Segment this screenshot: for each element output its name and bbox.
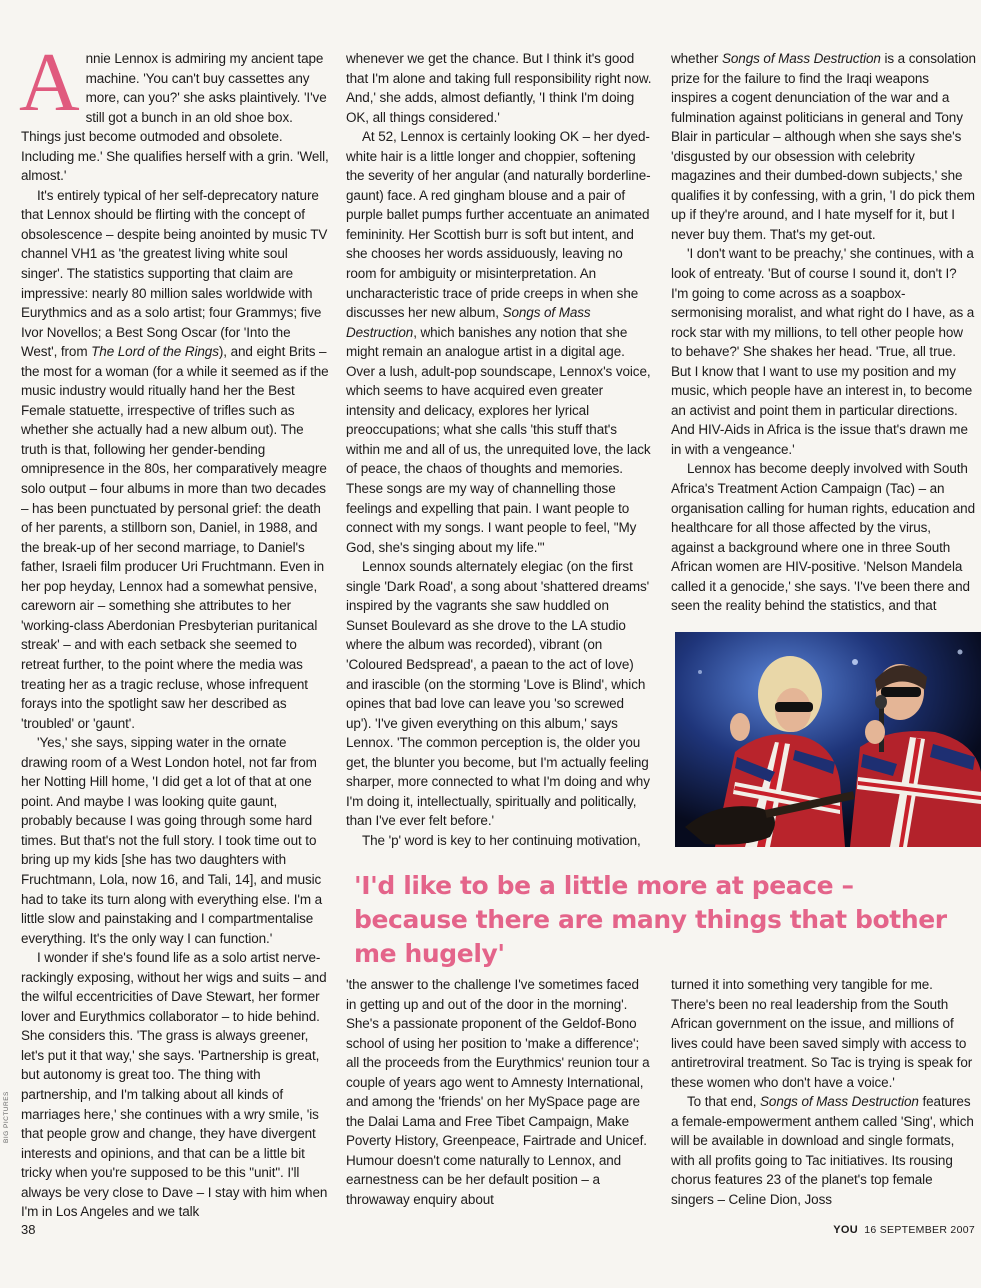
concert-photo bbox=[675, 632, 981, 847]
paragraph bbox=[21, 186, 329, 733]
article-column-3 bbox=[671, 49, 977, 616]
concert-photo-illustration bbox=[675, 632, 981, 847]
paragraph: The 'p' word is key to her continuing motivation, bbox=[362, 832, 641, 848]
album-title: Songs of Mass Destruction bbox=[346, 305, 591, 340]
article-column-1 bbox=[19, 36, 329, 1222]
paragraph-text: whether bbox=[671, 51, 722, 66]
paragraph: I wonder if she's found life as a solo artist nerve-rackingly exposing, without her wigs and suits – and the wilful eccentricities of Dave Stewart, her former lover and Eurythmics collaborator – to hide behind. She considers this. 'The grass is always greener, let's put it that way,' she says. 'Partnership is great, but autonomy is great too. The thing with partnership, and I'm talking about all kinds of marriages here,' she continues with a wry smile, 'is that people grow and change, they have divergent interests and opinions, and that can be a little bit tricky when you're supposed to be this "unit". I'll always be very close to Dave – I stay with him when I'm in Los Angeles and we talk bbox=[21, 950, 328, 1220]
album-title: Songs of Mass Destruction bbox=[760, 1094, 919, 1110]
paragraph: 'I don't want to be preachy,' she continues, with a look of entreaty. 'But of course I sound it, don't I? I'm going to come across as a soapbox-sermonising moralist, and what right do I have, as a rock star with my millions, to tell other people how to behave?' She shakes her head. 'True, all true. But I know that I want to use my position and my music, which people have an interest in, to become an activist and point them in particular directions. And HIV-Aids in Africa is the issue that's drawn me in with a vengeance.' bbox=[671, 246, 975, 457]
paragraph bbox=[19, 36, 329, 186]
issue-date: 16 SEPTEMBER 2007 bbox=[864, 1224, 975, 1236]
drop-cap: A bbox=[19, 36, 80, 129]
paragraph-text: At 52, Lennox is certainly looking OK – her dyed-white hair is a little longer and choppier, softening the severity of her angular (and naturally borderline-gaunt) face. A red gingham blouse and a pair of purple ballet pumps further accentuate an animated femininity. Her Scottish burr is soft but intent, and she chooses her words assiduously, leaving no room for ambiguity or misinterpretation. An uncharacteristic trace of pride creeps in when she discusses her new album, bbox=[346, 129, 651, 321]
paragraph-text: It's entirely typical of her self-deprecatory nature that Lennox should be flirting with the concept of obsolescence – despite being anointed by music TV channel VH1 as 'the greatest living white soul singer'. The statistics supporting that claim are impressive: nearly 80 million sales worldwide with Eurythmics and as a solo artist; four Grammys; five Ivor Novellos; a Best Song Oscar (for 'Into the West', from bbox=[21, 187, 328, 360]
paragraph-text: nnie Lennox is admiring my ancient tape machine. 'You can't buy cassettes any more, can you?' she asks plaintively. 'I've still got a bunch in an old shoe box. Things just become outmoded and obsolete. Including me.' She qualifies herself with a grin. 'Well, almost.' bbox=[21, 51, 329, 184]
film-title: The Lord of the Rings bbox=[91, 344, 219, 360]
paragraph bbox=[671, 1092, 977, 1209]
article-column-2 bbox=[346, 49, 652, 850]
magazine-footer bbox=[833, 1224, 975, 1236]
paragraph-text: is a consolation prize for the failure to find the Iraqi weapons inspires a cogent denunciation of the war and a fulmination against politicians in general and Tony Blair in particular – although when she says she's 'disgusted by our obsession with celebrity magazines and their dumbed-down subjects,' she qualifies it by confessing, with a grin, 'I do pick them up if they're around, and I hate myself for it, but I never buy them. That's my get-out. bbox=[671, 51, 976, 242]
paragraph bbox=[346, 127, 652, 557]
article-column-2-continued bbox=[346, 975, 652, 1210]
paragraph-text: , which banishes any notion that she might remain an analogue artist in a digital age. Over a lush, adult-pop soundscape, Lennox's voice, which seems to have acquired even greater intensity and delicacy, explores her lyrical preoccupations; what she calls 'this stuff that's within me and all of us, the unrequited love, the lack of peace, the chaos of thoughts and memories. These songs are my way of channelling those feelings and expelling that pain. I want people to connect with my songs. I want people to feel, "My God, she's singing about my life."' bbox=[346, 324, 651, 555]
paragraph: turned it into something very tangible for me. There's been no real leadership from the South African government on the issue, and millions of lives could have been saved simply with access to antiretroviral treatment. So Tac is trying is speak for these women who don't have a voice.' bbox=[671, 977, 973, 1090]
paragraph: 'Yes,' she says, sipping water in the ornate drawing room of a West London hotel, not far from her Notting Hill home, 'I did get a lot of that at one point. And maybe I was looking quite gaunt, probably because I was going through some hard times. But that's not the full story. I took time out to bring up my kids [she has two daughters with Fruchtmann, Lola, now 16, and Tali, 14], and music had to take its turn along with everything else. I'm a little slow and painstaking and I compartmentalise everything. It's the only way I can function.' bbox=[21, 735, 323, 946]
album-title: Songs of Mass Destruction bbox=[721, 51, 881, 66]
paragraph: 'the answer to the challenge I've sometimes faced in getting up and out of the door in the morning'. She's a passionate proponent of the Geldof-Bono school of using her position to 'make a difference'; all the proceeds from the Eurythmics' reunion tour a couple of years ago went to Amnesty International, and among the 'friends' on her MySpace page are the Dalai Lama and Free Tibet Campaign, Make Poverty History, Greenpeace, Fairtrade and Unicef. Humour doesn't come naturally to Lennox, and earnestness can be her default position – a throwaway enquiry about bbox=[346, 977, 650, 1208]
paragraph-text: features a female-empowerment anthem called 'Sing', which will be available in download and single formats, with all profits going to Tac initiatives. Its rousing chorus features 23 of the planet's top female singers – Celine Dion, Joss bbox=[671, 1094, 974, 1208]
paragraph: Lennox has become deeply involved with South Africa's Treatment Action Campaign (Tac) – an organisation calling for human rights, education and healthcare for all those affected by the virus, against a background where one in three South African women are HIV-positive. 'Nelson Mandela called it a genocide,' she says. 'I've been there and seen the reality behind the statistics, and that bbox=[671, 461, 975, 614]
paragraph: Lennox sounds alternately elegiac (on the first single 'Dark Road', a song about 'shattered dreams' inspired by the vagrants she saw huddled on Sunset Boulevard as she drove to the LA studio where the album was recorded), vibrant (on 'Coloured Bedspread', a paean to the act of love) and irascible (on the storming 'Love is Blind', which opines that bad love can leave you 'so screwed up'). 'I've given everything on this album,' says Lennox. 'The common perception is, the older you get, the blunter you become, but I'm actually feeling sharper, more connected to what I'm doing and why I'm doing it, intellectually, spiritually and politically, than I've ever felt before.' bbox=[346, 559, 650, 829]
article-column-3-continued bbox=[671, 975, 977, 1210]
magazine-name: YOU bbox=[833, 1224, 859, 1236]
page-number: 38 bbox=[21, 1222, 36, 1237]
paragraph bbox=[671, 49, 977, 244]
paragraph-text: ), and eight Brits – the most for a woman (for a while it seemed as if the music industry would ritually hand her the Best Female statuette, irrespective of trifles such as whether she actually had a new album out). The truth is that, following her gender-bending omnipresence in the 80s, her comparatively meagre solo output – four albums in more than two decades – has been punctuated by personal grief: the death of her parents, a stillborn son, Daniel, in 1988, and the break-up of her second marriage, to Daniel's father, Israeli film producer Uri Fruchtmann. Even in her pop heyday, Lennox had a somewhat pensive, careworn air – something she attributes to her 'working-class Aberdonian Presbyterian puritanical streak' – and with each setback she seemed to retreat further, to the point where the media was treating her as a tragic recluse, whose infrequent forays into the spotlight saw her described as 'troubled' or 'gaunt'. bbox=[21, 344, 329, 731]
pull-quote: 'I'd like to be a little more at peace – because there are many things that bother me hugely' bbox=[354, 871, 947, 968]
photo-credit: BIG PICTURES bbox=[3, 1091, 10, 1143]
paragraph-text: To that end, bbox=[687, 1094, 761, 1110]
paragraph: whenever we get the chance. But I think it's good that I'm alone and taking full responsibility right now. And,' she adds, almost defiantly, 'I think I'm doing OK, all things considered.' bbox=[346, 51, 652, 125]
